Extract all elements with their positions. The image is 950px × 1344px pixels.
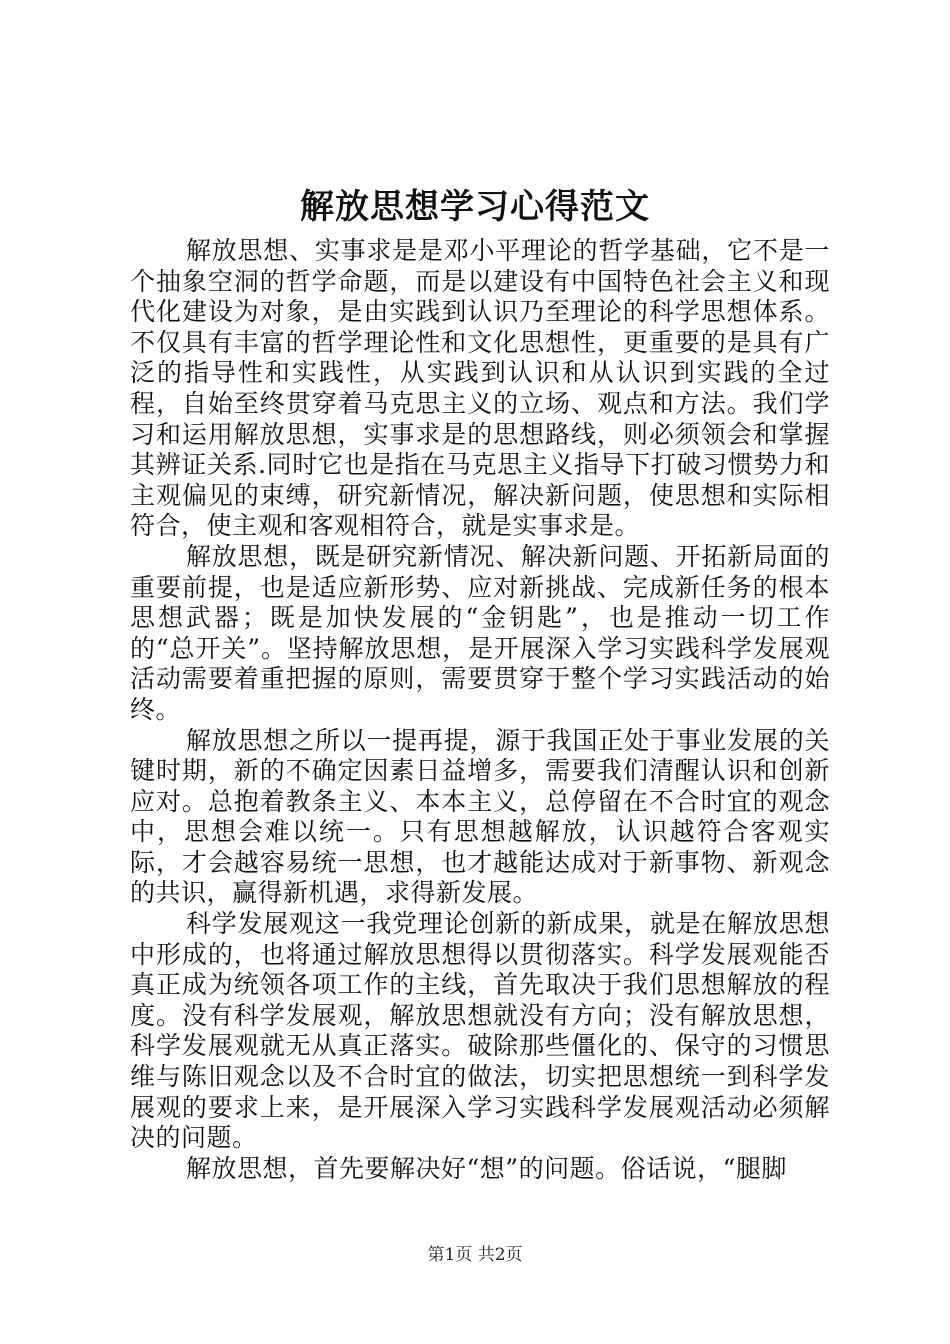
paragraph-5: 解放思想，首先要解决好“想”的问题。俗话说，“腿脚: [186, 1153, 787, 1183]
document-body: [130, 236, 830, 1184]
document-title: 解放思想学习心得范文: [300, 187, 650, 227]
paragraph-2: 解放思想，既是研究新情况、解决新问题、开拓新局面的重要前提，也是适应新形势、应对新挑战、完成新任务的根本思想武器；既是加快发展的“金钥匙”，也是推动一切工作的“总开关”。坚持解放思想，是开展深入学习实践科学发展观活动需要着重把握的原则，需要贯穿于整个学习实践活动的始终。: [130, 541, 830, 724]
paragraph-1: 解放思想、实事求是是邓小平理论的哲学基础，它不是一个抽象空洞的哲学命题，而是以建设有中国特色社会主义和现代化建设为对象，是由实践到认识乃至理论的科学思想体系。不仅具有丰富的哲学理论性和文化思想性，更重要的是具有广泛的指导性和实践性，从实践到认识和从认识到实践的全过程，自始至终贯穿着马克思主义的立场、观点和方法。我们学习和运用解放思想，实事求是的思想路线，则必须领会和掌握其辨证关系.同时它也是指在马克思主义指导下打破习惯势力和主观偏见的束缚，研究新情况，解决新问题，使思想和实际相符合，使主观和客观相符合，就是实事求是。: [130, 236, 830, 541]
page-footer: 第1页 共2页: [427, 1245, 523, 1265]
paragraph-4: 科学发展观这一我党理论创新的新成果，就是在解放思想中形成的，也将通过解放思想得以贯彻落实。科学发展观能否真正成为统领各项工作的主线，首先取决于我们思想解放的程度。没有科学发展观，解放思想就没有方向；没有解放思想，科学发展观就无从真正落实。破除那些僵化的、保守的习惯思维与陈旧观念以及不合时宜的做法，切实把思想统一到科学发展观的要求上来，是开展深入学习实践科学发展观活动必须解决的问题。: [130, 909, 830, 1153]
paragraph-3: 解放思想之所以一提再提，源于我国正处于事业发展的关键时期，新的不确定因素日益增多，需要我们清醒认识和创新应对。总抱着教条主义、本本主义，总停留在不合时宜的观念中，思想会难以统一。只有思想越解放，认识越符合客观实际，才会越容易统一思想，也才越能达成对于新事物、新观念的共识，赢得新机遇，求得新发展。: [130, 725, 830, 908]
